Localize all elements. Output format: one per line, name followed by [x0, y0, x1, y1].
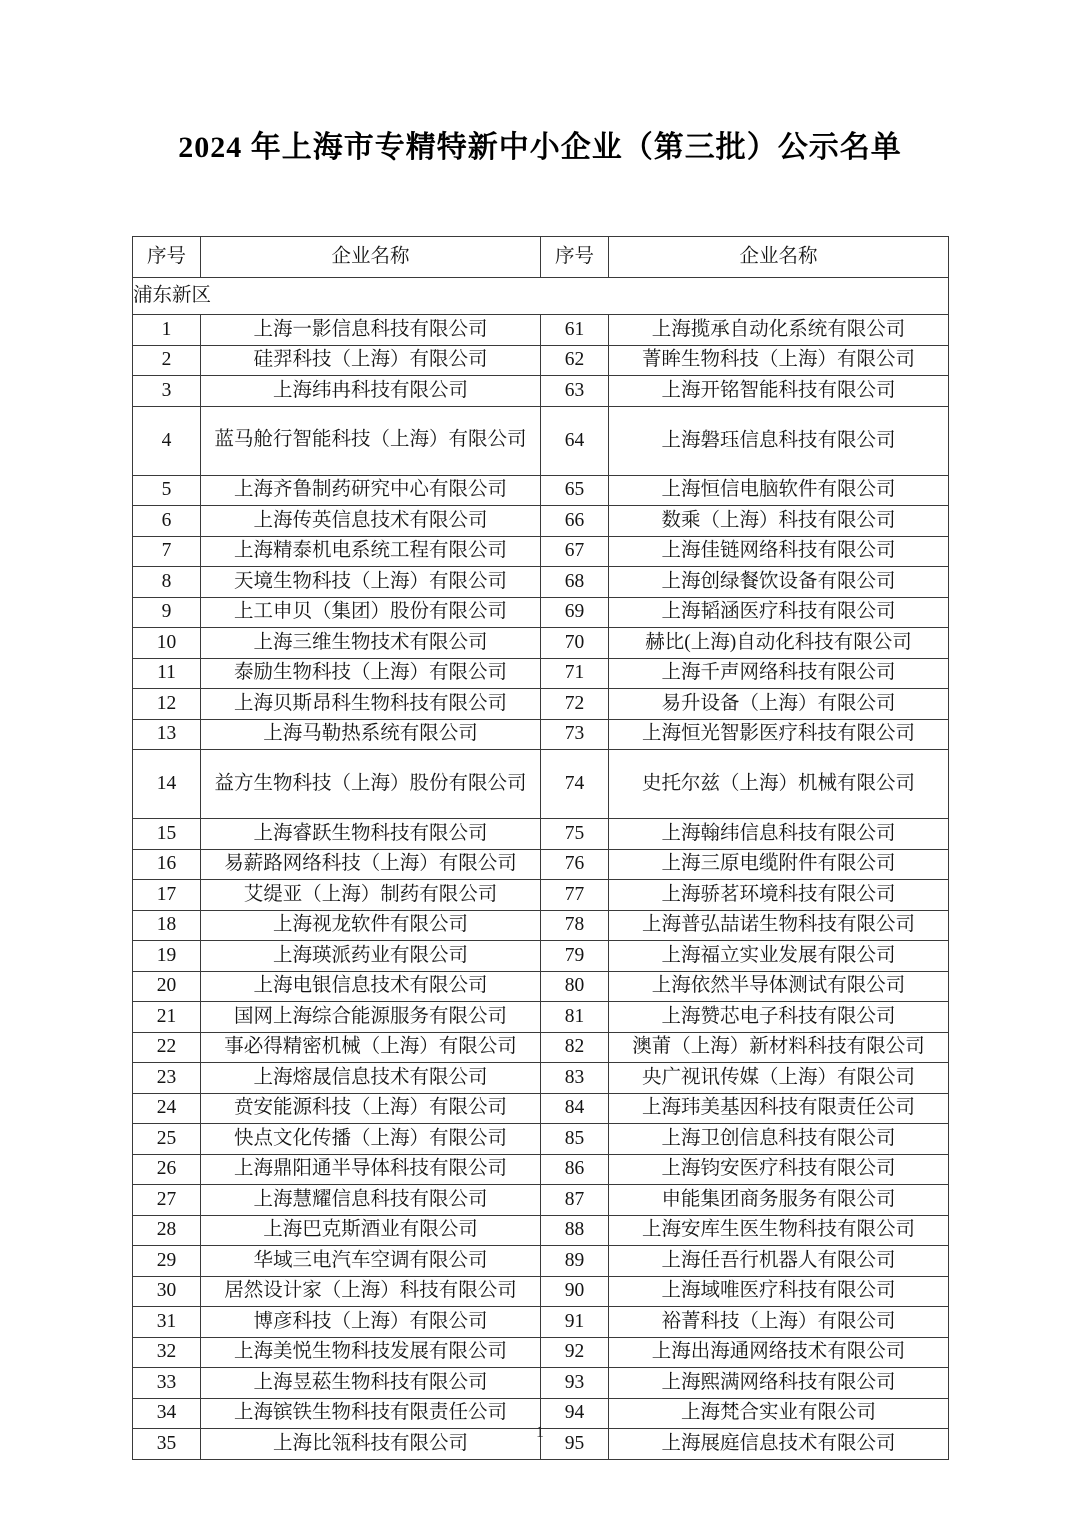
table-row [133, 1337, 949, 1368]
company-name-right: 上海安库生医生物科技有限公司 [609, 1215, 949, 1246]
row-index-left: 26 [133, 1154, 201, 1185]
row-index-left: 11 [133, 658, 201, 689]
row-index-left: 3 [133, 376, 201, 407]
company-name-right: 上海磐珏信息科技有限公司 [609, 406, 949, 475]
row-index-left: 9 [133, 597, 201, 628]
row-index-left: 7 [133, 536, 201, 567]
row-index-right: 69 [541, 597, 609, 628]
company-name-left: 天境生物科技（上海）有限公司 [201, 567, 541, 598]
company-name-right: 上海依然半导体测试有限公司 [609, 971, 949, 1002]
row-index-right: 92 [541, 1337, 609, 1368]
company-name-right: 菁眸生物科技（上海）有限公司 [609, 345, 949, 376]
row-index-right: 78 [541, 910, 609, 941]
company-name-left: 上海精泰机电系统工程有限公司 [201, 536, 541, 567]
company-name-left: 上海电银信息技术有限公司 [201, 971, 541, 1002]
row-index-left: 25 [133, 1124, 201, 1155]
table-row [133, 1154, 949, 1185]
row-index-left: 15 [133, 819, 201, 850]
row-index-left: 16 [133, 849, 201, 880]
company-name-right: 上海玮美基因科技有限责任公司 [609, 1093, 949, 1124]
row-index-left: 6 [133, 506, 201, 537]
table-header-row [133, 237, 949, 278]
row-index-left: 30 [133, 1276, 201, 1307]
company-name-right: 史托尔兹（上海）机械有限公司 [609, 750, 949, 819]
row-index-left: 8 [133, 567, 201, 598]
row-index-left: 20 [133, 971, 201, 1002]
row-index-right: 70 [541, 628, 609, 659]
column-header-index-right: 序号 [541, 237, 609, 278]
company-name-right: 上海任吾行机器人有限公司 [609, 1246, 949, 1277]
page-number: 1 [536, 1424, 544, 1441]
company-name-right: 易升设备（上海）有限公司 [609, 689, 949, 720]
table-row [133, 1368, 949, 1399]
company-name-left: 国网上海综合能源服务有限公司 [201, 1002, 541, 1033]
company-name-left: 上海视龙软件有限公司 [201, 910, 541, 941]
row-index-right: 77 [541, 880, 609, 911]
table-row [133, 315, 949, 346]
company-name-left: 益方生物科技（上海）股份有限公司 [201, 750, 541, 819]
district-section-row [133, 278, 949, 315]
company-name-right: 裕菁科技（上海）有限公司 [609, 1307, 949, 1338]
table-row [133, 910, 949, 941]
table-row [133, 1276, 949, 1307]
table-row [133, 1215, 949, 1246]
row-index-right: 68 [541, 567, 609, 598]
company-name-right: 上海千声网络科技有限公司 [609, 658, 949, 689]
company-name-right: 数乘（上海）科技有限公司 [609, 506, 949, 537]
table-row [133, 971, 949, 1002]
table-row [133, 941, 949, 972]
company-name-left: 上海昱菘生物科技有限公司 [201, 1368, 541, 1399]
row-index-right: 71 [541, 658, 609, 689]
company-name-left: 上海熔晟信息技术有限公司 [201, 1063, 541, 1094]
company-name-right: 上海恒光智影医疗科技有限公司 [609, 719, 949, 750]
row-index-right: 76 [541, 849, 609, 880]
company-name-left: 上海美悦生物科技发展有限公司 [201, 1337, 541, 1368]
company-listing-table [132, 236, 949, 1460]
table-row [133, 819, 949, 850]
page-title: 2024 年上海市专精特新中小企业（第三批）公示名单 [178, 131, 902, 164]
row-index-right: 93 [541, 1368, 609, 1399]
row-index-left: 1 [133, 315, 201, 346]
row-index-left: 10 [133, 628, 201, 659]
row-index-right: 94 [541, 1398, 609, 1429]
company-name-right: 央广视讯传媒（上海）有限公司 [609, 1063, 949, 1094]
table-row [133, 1063, 949, 1094]
row-index-right: 63 [541, 376, 609, 407]
table-row [133, 880, 949, 911]
company-name-left: 上海纬冉科技有限公司 [201, 376, 541, 407]
table-row [133, 849, 949, 880]
row-index-left: 28 [133, 1215, 201, 1246]
company-name-right: 上海三原电缆附件有限公司 [609, 849, 949, 880]
row-index-right: 72 [541, 689, 609, 720]
company-name-left: 博彦科技（上海）有限公司 [201, 1307, 541, 1338]
table-row [133, 506, 949, 537]
company-name-left: 华域三电汽车空调有限公司 [201, 1246, 541, 1277]
company-name-left: 事必得精密机械（上海）有限公司 [201, 1032, 541, 1063]
table-row [133, 628, 949, 659]
row-index-right: 91 [541, 1307, 609, 1338]
table-row [133, 475, 949, 506]
company-name-left: 上海贝斯昂科生物科技有限公司 [201, 689, 541, 720]
company-name-left: 上工申贝（集团）股份有限公司 [201, 597, 541, 628]
company-listing-table-wrapper [132, 236, 948, 1460]
table-row [133, 1093, 949, 1124]
company-name-right: 申能集团商务服务有限公司 [609, 1185, 949, 1216]
row-index-right: 80 [541, 971, 609, 1002]
company-name-left: 硅羿科技（上海）有限公司 [201, 345, 541, 376]
company-name-left: 快点文化传播（上海）有限公司 [201, 1124, 541, 1155]
company-name-right: 上海展庭信息技术有限公司 [609, 1429, 949, 1460]
row-index-right: 85 [541, 1124, 609, 1155]
table-row [133, 1032, 949, 1063]
table-row [133, 597, 949, 628]
table-row [133, 406, 949, 475]
row-index-right: 82 [541, 1032, 609, 1063]
row-index-left: 27 [133, 1185, 201, 1216]
company-name-right: 上海开铭智能科技有限公司 [609, 376, 949, 407]
company-name-left: 上海马勒热系统有限公司 [201, 719, 541, 750]
row-index-left: 23 [133, 1063, 201, 1094]
company-name-right: 上海福立实业发展有限公司 [609, 941, 949, 972]
row-index-right: 95 [541, 1429, 609, 1460]
table-row [133, 1124, 949, 1155]
table-row [133, 689, 949, 720]
row-index-left: 33 [133, 1368, 201, 1399]
row-index-left: 22 [133, 1032, 201, 1063]
table-row [133, 658, 949, 689]
table-row [133, 345, 949, 376]
column-header-name-right: 企业名称 [609, 237, 949, 278]
row-index-left: 14 [133, 750, 201, 819]
table-row [133, 1185, 949, 1216]
table-row [133, 750, 949, 819]
company-name-left: 上海瑛派药业有限公司 [201, 941, 541, 972]
table-row [133, 376, 949, 407]
company-name-left: 上海巴克斯酒业有限公司 [201, 1215, 541, 1246]
company-name-left: 易薪路网络科技（上海）有限公司 [201, 849, 541, 880]
company-name-left: 上海传英信息技术有限公司 [201, 506, 541, 537]
company-name-left: 贲安能源科技（上海）有限公司 [201, 1093, 541, 1124]
company-name-left: 上海鼎阳通半导体科技有限公司 [201, 1154, 541, 1185]
row-index-right: 73 [541, 719, 609, 750]
company-name-right: 上海卫创信息科技有限公司 [609, 1124, 949, 1155]
company-name-left: 上海齐鲁制药研究中心有限公司 [201, 475, 541, 506]
company-name-right: 上海骄茗环境科技有限公司 [609, 880, 949, 911]
company-name-right: 上海揽承自动化系统有限公司 [609, 315, 949, 346]
company-name-left: 蓝马舱行智能科技（上海）有限公司 [201, 406, 541, 475]
table-row [133, 1307, 949, 1338]
row-index-right: 81 [541, 1002, 609, 1033]
company-name-right: 上海韬涵医疗科技有限公司 [609, 597, 949, 628]
company-name-right: 上海创绿餐饮设备有限公司 [609, 567, 949, 598]
row-index-left: 35 [133, 1429, 201, 1460]
company-name-right: 上海普弘喆诺生物科技有限公司 [609, 910, 949, 941]
row-index-left: 24 [133, 1093, 201, 1124]
row-index-right: 74 [541, 750, 609, 819]
company-name-right: 上海翰纬信息科技有限公司 [609, 819, 949, 850]
column-header-index-left: 序号 [133, 237, 201, 278]
company-name-left: 上海镔铁生物科技有限责任公司 [201, 1398, 541, 1429]
row-index-right: 62 [541, 345, 609, 376]
table-row [133, 719, 949, 750]
company-name-right: 赫比(上海)自动化科技有限公司 [609, 628, 949, 659]
company-name-left: 上海三维生物技术有限公司 [201, 628, 541, 659]
row-index-left: 12 [133, 689, 201, 720]
row-index-left: 18 [133, 910, 201, 941]
table-header [133, 237, 949, 278]
company-name-left: 上海一影信息科技有限公司 [201, 315, 541, 346]
row-index-left: 32 [133, 1337, 201, 1368]
row-index-right: 89 [541, 1246, 609, 1277]
company-name-right: 上海梵合实业有限公司 [609, 1398, 949, 1429]
row-index-left: 19 [133, 941, 201, 972]
company-name-right: 上海熙满网络科技有限公司 [609, 1368, 949, 1399]
company-name-left: 泰励生物科技（上海）有限公司 [201, 658, 541, 689]
row-index-left: 17 [133, 880, 201, 911]
table-row [133, 536, 949, 567]
row-index-right: 75 [541, 819, 609, 850]
row-index-left: 29 [133, 1246, 201, 1277]
company-name-left: 上海比瓴科技有限公司 [201, 1429, 541, 1460]
row-index-left: 13 [133, 719, 201, 750]
row-index-right: 67 [541, 536, 609, 567]
company-name-left: 上海慧耀信息科技有限公司 [201, 1185, 541, 1216]
company-name-left: 居然设计家（上海）科技有限公司 [201, 1276, 541, 1307]
row-index-left: 34 [133, 1398, 201, 1429]
row-index-left: 4 [133, 406, 201, 475]
row-index-left: 21 [133, 1002, 201, 1033]
table-row [133, 1002, 949, 1033]
company-name-right: 澳莆（上海）新材料科技有限公司 [609, 1032, 949, 1063]
row-index-right: 83 [541, 1063, 609, 1094]
company-name-right: 上海赞芯电子科技有限公司 [609, 1002, 949, 1033]
company-name-left: 上海睿跃生物科技有限公司 [201, 819, 541, 850]
row-index-right: 88 [541, 1215, 609, 1246]
table-row [133, 1246, 949, 1277]
row-index-right: 87 [541, 1185, 609, 1216]
company-name-right: 上海恒信电脑软件有限公司 [609, 475, 949, 506]
company-name-right: 上海域唯医疗科技有限公司 [609, 1276, 949, 1307]
row-index-right: 66 [541, 506, 609, 537]
table-body [133, 278, 949, 1460]
district-label: 浦东新区 [133, 278, 949, 315]
company-name-right: 上海钧安医疗科技有限公司 [609, 1154, 949, 1185]
company-name-right: 上海佳链网络科技有限公司 [609, 536, 949, 567]
row-index-left: 31 [133, 1307, 201, 1338]
table-row [133, 567, 949, 598]
row-index-right: 65 [541, 475, 609, 506]
row-index-right: 84 [541, 1093, 609, 1124]
row-index-right: 90 [541, 1276, 609, 1307]
row-index-right: 79 [541, 941, 609, 972]
row-index-right: 61 [541, 315, 609, 346]
row-index-left: 5 [133, 475, 201, 506]
row-index-left: 2 [133, 345, 201, 376]
row-index-right: 64 [541, 406, 609, 475]
column-header-name-left: 企业名称 [201, 237, 541, 278]
company-name-left: 艾缇亚（上海）制药有限公司 [201, 880, 541, 911]
company-name-right: 上海出海通网络技术有限公司 [609, 1337, 949, 1368]
row-index-right: 86 [541, 1154, 609, 1185]
